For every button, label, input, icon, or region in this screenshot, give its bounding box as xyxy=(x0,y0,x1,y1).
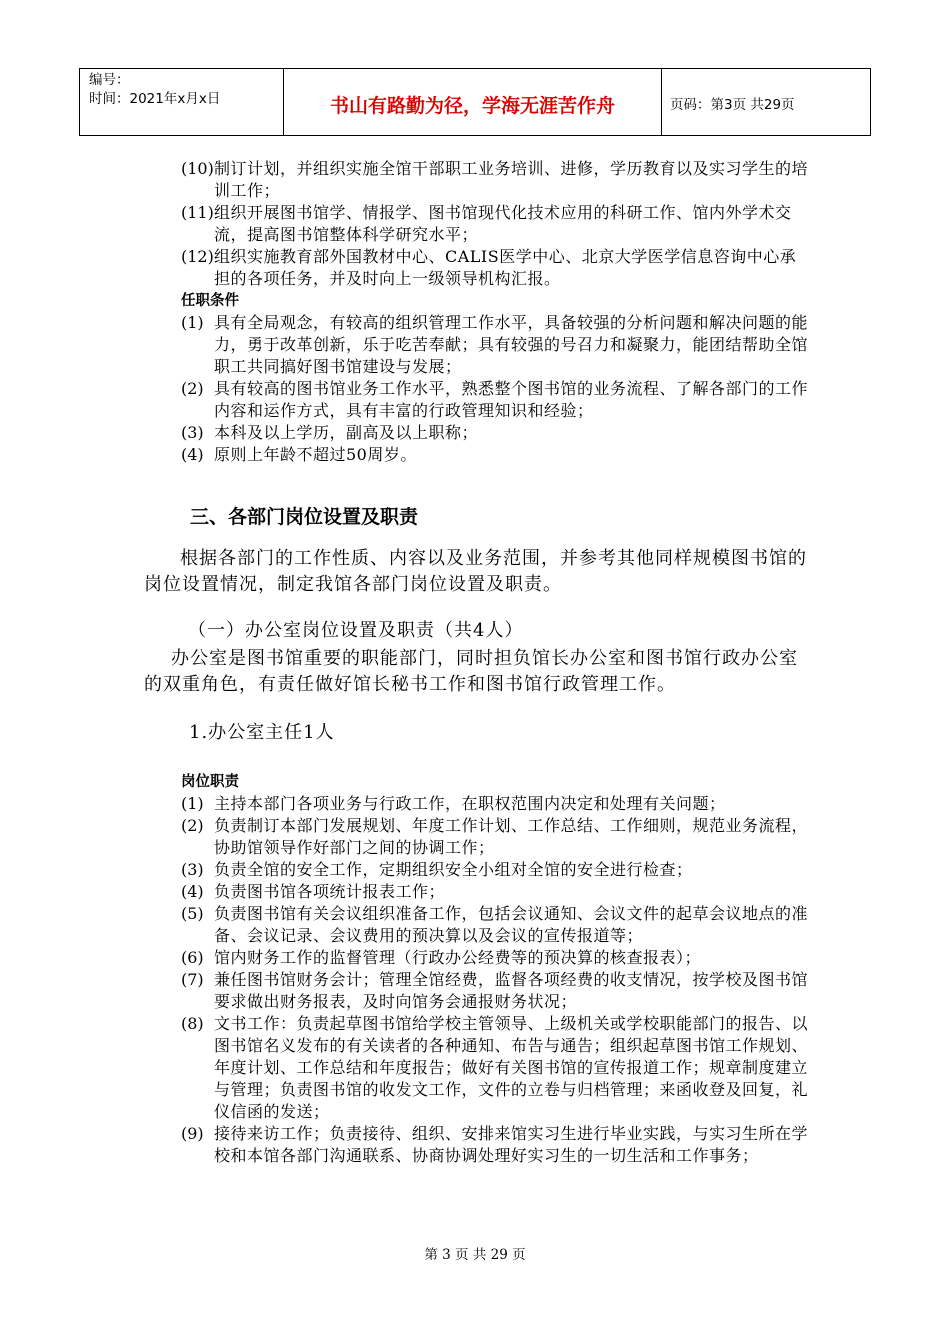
office-intro: 办公室是图书馆重要的职能部门，同时担负馆长办公室和图书馆行政办公室的双重角色，有责任做好馆长秘书工作和图书馆行政管理工作。 xyxy=(144,648,798,695)
list-item: (1) 主持本部门各项业务与行政工作，在职权范围内决定和处理有关问题； xyxy=(181,794,726,813)
upper-content xyxy=(181,158,811,466)
header-meta xyxy=(80,69,284,135)
list-item: (12) 组织实施教育部外国教材中心、CALIS医学中心、北京大学医学信息咨询中心承担的各项任务，并及时向上一级领导机构汇报。 xyxy=(181,247,797,288)
list-item: (2) 负责制订本部门发展规划、年度工作计划、工作总结、工作细则，规范业务流程，协助馆领导作好部门之间的协调工作； xyxy=(181,816,809,857)
director-title: 1.办公室主任1人 xyxy=(189,722,335,743)
list-item: (5) 负责图书馆有关会议组织准备工作，包括会议通知、会议文件的起草会议地点的准备、会议记录、会议费用的预决算以及会议的宣传报道等； xyxy=(181,904,809,945)
header-page-label: 页码：第3页 共29页 xyxy=(670,97,795,113)
page-header xyxy=(79,68,871,136)
list-item: (3) 负责全馆的安全工作，定期组织安全小组对全馆的安全进行检查； xyxy=(181,860,693,879)
list-item: (10) 制订计划，并组织实施全馆干部职工业务培训、进修，学历教育以及实习学生的培训工作； xyxy=(181,159,809,200)
list-item: (9) 接待来访工作；负责接待、组织、安排来馆实习生进行毕业实践，与实习生所在学校和本馆各部门沟通联系、协商协调处理好实习生的一切生活和工作事务； xyxy=(181,1124,809,1165)
list-item: (11) 组织开展图书馆学、情报学、图书馆现代化技术应用的科研工作、馆内外学术交流，提高图书馆整体科学研究水平； xyxy=(181,203,792,244)
list-item: (7) 兼任图书馆财务会计；管理全馆经费，监督各项经费的收支情况，按学校及图书馆要求做出财务报表，及时向馆务会通报财务状况； xyxy=(181,970,809,1011)
number-label: 编号： xyxy=(89,72,130,88)
list-item: (2) 具有较高的图书馆业务工作水平，熟悉整个图书馆的业务流程、了解各部门的工作内容和运作方式，具有丰富的行政管理知识和经验； xyxy=(181,379,809,420)
list-item: (4) 原则上年龄不超过50周岁。 xyxy=(181,445,417,464)
list-item: (4) 负责图书馆各项统计报表工作； xyxy=(181,882,446,901)
section-intro: 根据各部门的工作性质、内容以及业务范围，并参考其他同样规模图书馆的岗位设置情况，制定我馆各部门岗位设置及职责。 xyxy=(144,548,807,595)
date-label: 时间：2021年x月x日 xyxy=(89,91,221,107)
requirements-title: 任职条件 xyxy=(181,293,239,309)
list-item: (8) 文书工作：负责起草图书馆给学校主管领导、上级机关或学校职能部门的报告、以图书馆名义发布的有关读者的各种通知、布告与通告；组织起草图书馆工作规划、年度计划、工作总结和年度报告；做好有关图书馆的宣传报道工作；规章制度建立与管理；负责图书馆的收发文工作，文件的立卷与归档管理；来函收登及回复，礼仪信函的发送； xyxy=(181,1014,809,1121)
page-footer: 第 3 页 共 29 页 xyxy=(424,1247,526,1263)
list-item: (3) 本科及以上学历，副高及以上职称； xyxy=(181,423,479,442)
section-heading: 三、各部门岗位设置及职责 xyxy=(190,506,419,528)
header-motto: 书山有路勤为径，学海无涯苦作舟 xyxy=(284,69,662,135)
list-item: (6) 馆内财务工作的监督管理（行政办公经费等的预决算的核查报表）； xyxy=(181,948,702,967)
list-item: (1) 具有全局观念，有较高的组织管理工作水平，具备较强的分析问题和解决问题的能力，勇于改革创新，乐于吃苦奉献；具有较强的号召力和凝聚力，能团结帮助全馆职工共同搞好图书馆建设与发展； xyxy=(181,313,809,376)
duties-title: 岗位职责 xyxy=(181,774,239,790)
office-title: （一）办公室岗位设置及职责（共4人） xyxy=(188,620,524,641)
duties-block xyxy=(181,771,811,1167)
